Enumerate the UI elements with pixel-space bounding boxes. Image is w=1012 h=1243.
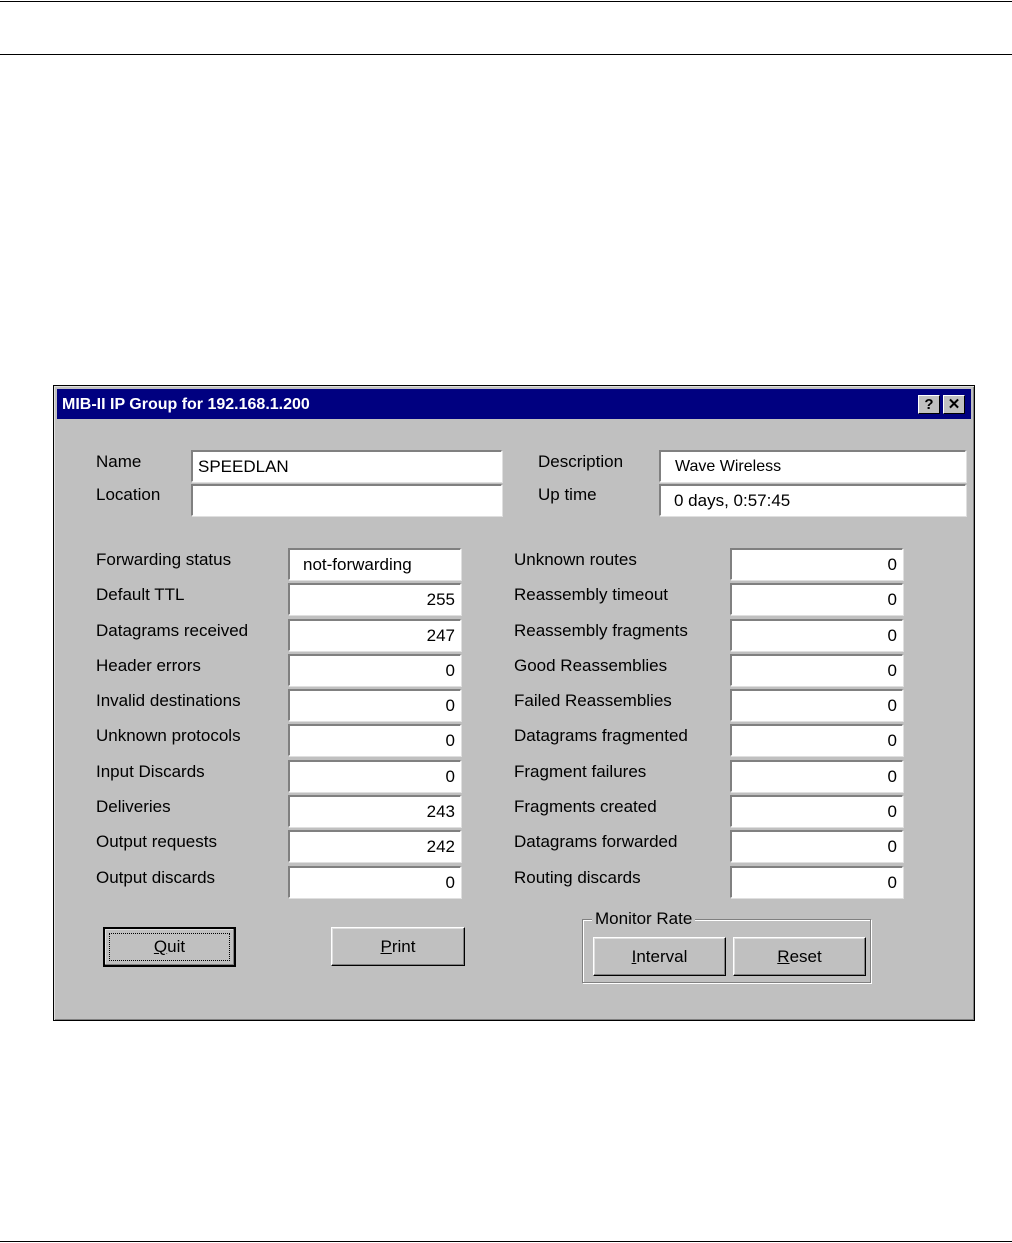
print-button[interactable]: Print — [331, 927, 465, 966]
location-field[interactable] — [191, 484, 502, 516]
unknown-protocols-field[interactable]: 0 — [288, 724, 461, 756]
unknown-routes-field[interactable]: 0 — [730, 548, 903, 580]
description-field[interactable]: Wave Wireless — [659, 450, 966, 482]
stat-label: Header errors — [96, 656, 201, 675]
header-errors-field[interactable]: 0 — [288, 654, 461, 686]
stat-label: Good Reassemblies — [514, 656, 668, 675]
failed-reassemblies-field[interactable]: 0 — [730, 689, 903, 721]
mib-ip-group-dialog — [53, 385, 975, 1021]
default-ttl-field[interactable]: 255 — [288, 583, 461, 615]
window-title: MIB-II IP Group for 192.168.1.200 — [62, 396, 310, 413]
name-label: Name — [96, 452, 142, 471]
stat-label: Fragments created — [514, 797, 657, 816]
interval-button[interactable]: Interval — [593, 937, 726, 976]
reassembly-timeout-field[interactable]: 0 — [730, 583, 903, 615]
page-bottom-rule — [0, 1241, 1012, 1242]
stat-label: Forwarding status — [96, 550, 232, 569]
help-icon[interactable]: ? — [918, 395, 940, 414]
stat-label: Fragment failures — [514, 762, 647, 781]
monitor-rate-caption: Monitor Rate — [592, 909, 695, 929]
stat-label: Reassembly timeout — [514, 585, 669, 604]
quit-button[interactable]: Quit — [103, 927, 236, 967]
output-discards-field[interactable]: 0 — [288, 866, 461, 898]
reset-button[interactable]: Reset — [733, 937, 866, 976]
deliveries-field[interactable]: 243 — [288, 795, 461, 827]
stat-label: Invalid destinations — [96, 691, 241, 710]
page-header-rule — [0, 54, 1012, 55]
uptime-field[interactable]: 0 days, 0:57:45 — [659, 484, 966, 516]
stat-label: Reassembly fragments — [514, 621, 688, 640]
monitor-rate-group — [582, 909, 871, 983]
stat-label: Input Discards — [96, 762, 205, 781]
routing-discards-field[interactable]: 0 — [730, 866, 903, 898]
name-field[interactable]: SPEEDLAN — [191, 450, 502, 482]
fragments-created-field[interactable]: 0 — [730, 795, 903, 827]
datagrams-received-field[interactable]: 247 — [288, 619, 461, 651]
stat-label: Deliveries — [96, 797, 171, 816]
good-reassemblies-field[interactable]: 0 — [730, 654, 903, 686]
uptime-label: Up time — [538, 485, 597, 504]
page-top-rule — [0, 1, 1012, 2]
stat-label: Unknown routes — [514, 550, 637, 569]
title-bar — [57, 389, 971, 419]
stat-label: Datagrams forwarded — [514, 832, 678, 851]
stat-label: Failed Reassemblies — [514, 691, 672, 710]
location-label: Location — [96, 485, 161, 504]
stat-label: Datagrams fragmented — [514, 726, 688, 745]
description-label: Description — [538, 452, 624, 471]
stat-label: Datagrams received — [96, 621, 249, 640]
stat-label: Default TTL — [96, 585, 185, 604]
datagrams-fragmented-field[interactable]: 0 — [730, 724, 903, 756]
datagrams-forwarded-field[interactable]: 0 — [730, 830, 903, 862]
forwarding-status-field[interactable]: not-forwarding — [288, 548, 461, 580]
invalid-destinations-field[interactable]: 0 — [288, 689, 461, 721]
reassembly-fragments-field[interactable]: 0 — [730, 619, 903, 651]
stat-label: Output discards — [96, 868, 216, 887]
stat-label: Routing discards — [514, 868, 641, 887]
input-discards-field[interactable]: 0 — [288, 760, 461, 792]
fragment-failures-field[interactable]: 0 — [730, 760, 903, 792]
stat-label: Output requests — [96, 832, 217, 851]
stat-label: Unknown protocols — [96, 726, 241, 745]
close-icon[interactable]: ✕ — [943, 395, 965, 414]
output-requests-field[interactable]: 242 — [288, 830, 461, 862]
